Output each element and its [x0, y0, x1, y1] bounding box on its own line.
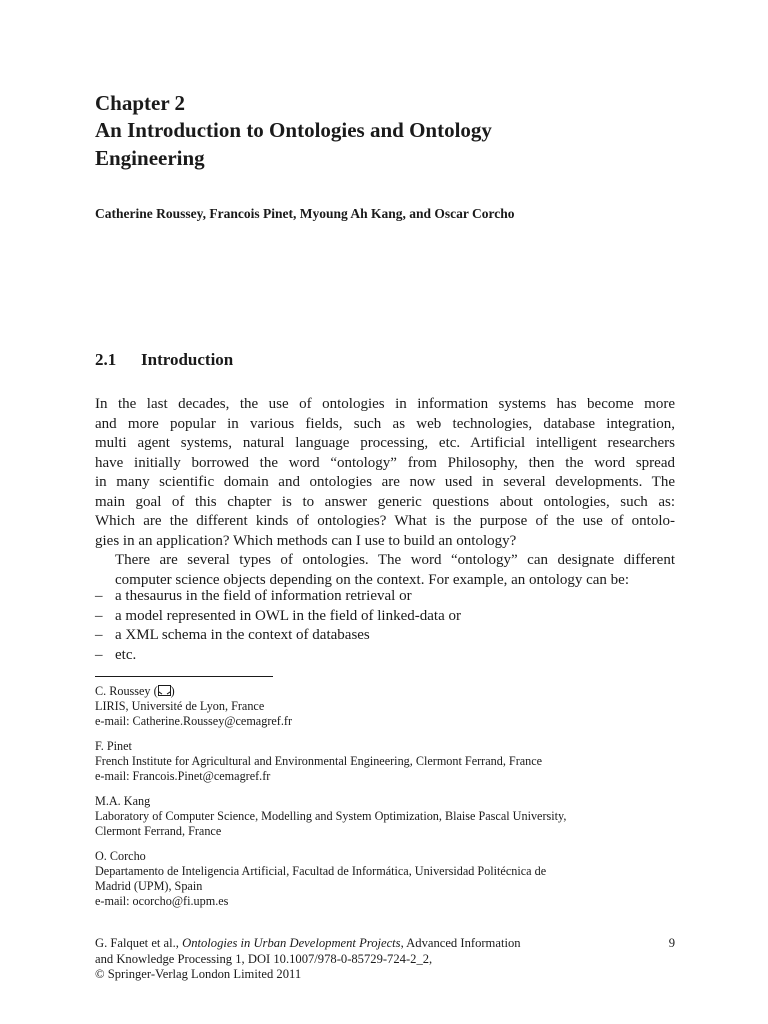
list-item-text: a model represented in OWL in the field of linked-data or	[115, 607, 461, 624]
book-citation	[95, 936, 675, 983]
text-line: multi agent systems, natural language processing, etc. Artificial intelligent researchers	[95, 435, 675, 451]
institution-line-2: Clermont Ferrand, France	[95, 824, 222, 838]
copyright-line: © Springer-Verlag London Limited 2011	[95, 967, 302, 981]
author-name: M.A. Kang	[95, 794, 151, 808]
citation-prefix: G. Falquet et al.,	[95, 936, 183, 950]
institution-line-1: Laboratory of Computer Science, Modelling and System Optimization, Blaise Pascal University,	[95, 809, 567, 823]
list-item-text: a XML schema in the context of databases	[115, 627, 370, 643]
section-number: 2.1	[95, 350, 117, 369]
text-line: There are several types of ontologies. The word “ontology” can designate different	[115, 552, 675, 568]
envelope-icon	[158, 685, 171, 696]
institution-line-2: Madrid (UPM), Spain	[95, 879, 203, 893]
dash-bullet: –	[95, 646, 103, 663]
text-line: in many scientific domain and ontologies are now used in several developments. The	[95, 474, 675, 490]
affiliation-kang	[95, 794, 675, 839]
affiliation-corcho	[95, 849, 675, 909]
chapter-title-line-1: An Introduction to Ontologies and Ontology	[95, 118, 492, 142]
page-number: 9	[668, 936, 675, 950]
book-title: Ontologies in Urban Development Projects	[182, 936, 401, 950]
author-name: C. Roussey (	[95, 684, 158, 698]
text-line: computer science objects depending on the context. For example, an ontology can be:	[115, 571, 630, 588]
body-text	[95, 395, 675, 590]
institution: LIRIS, Université de Lyon, France	[95, 699, 265, 713]
paragraph-1	[95, 395, 675, 551]
citation-line-1	[95, 936, 675, 952]
email: e-mail: Francois.Pinet@cemagref.fr	[95, 769, 271, 783]
email: e-mail: ocorcho@fi.upm.es	[95, 894, 229, 908]
section-title: Introduction	[141, 350, 234, 369]
text-line: gies in an application? Which methods can I use to build an ontology?	[95, 532, 517, 549]
paragraph-2	[95, 551, 675, 590]
email: e-mail: Catherine.Roussey@cemagref.fr	[95, 714, 293, 728]
text-line: and more popular in various fields, such as web technologies, database integration,	[95, 415, 675, 432]
dash-bullet: –	[95, 627, 103, 643]
text-line: In the last decades, the use of ontologies in information systems has become more	[95, 396, 675, 412]
text-line: have initially borrowed the word “ontology” from Philosophy, then the word spread	[95, 454, 675, 471]
author-name-line	[95, 684, 675, 699]
author-name: F. Pinet	[95, 739, 132, 753]
dash-bullet: –	[95, 588, 103, 604]
text-line: main goal of this chapter is to answer generic questions about ontologies, such as:	[95, 493, 675, 510]
citation-suffix: , Advanced Information	[400, 936, 521, 950]
list-item	[95, 607, 675, 627]
affiliation-roussey	[95, 684, 675, 729]
institution-line-1: Departamento de Inteligencia Artificial, Facultad de Informática, Universidad Politécnica de	[95, 864, 547, 878]
chapter-label: Chapter 2	[95, 91, 186, 115]
list-item	[95, 587, 675, 607]
list-item	[95, 646, 675, 666]
dash-bullet: –	[95, 607, 103, 624]
chapter-title-line-2: Engineering	[95, 146, 205, 170]
ontology-examples-list	[95, 587, 675, 665]
list-item	[95, 626, 675, 646]
author-name-suffix: )	[170, 684, 175, 698]
author-affiliations	[95, 684, 675, 919]
chapter-authors: Catherine Roussey, Francois Pinet, Myoung Ah Kang, and Oscar Corcho	[95, 206, 515, 221]
list-item-text: etc.	[115, 646, 137, 663]
author-name: O. Corcho	[95, 849, 146, 863]
institution: French Institute for Agricultural and Environmental Engineering, Clermont Ferrand, France	[95, 754, 543, 768]
citation-line-2: and Knowledge Processing 1, DOI 10.1007/978-0-85729-724-2_2,	[95, 951, 433, 966]
footnote-divider	[95, 676, 273, 677]
affiliation-pinet	[95, 739, 675, 784]
section-heading	[95, 350, 233, 370]
list-item-text: a thesaurus in the field of information retrieval or	[115, 588, 412, 604]
chapter-title	[95, 116, 675, 172]
text-line: Which are the different kinds of ontologies? What is the purpose of the use of ontolo-	[95, 513, 675, 529]
